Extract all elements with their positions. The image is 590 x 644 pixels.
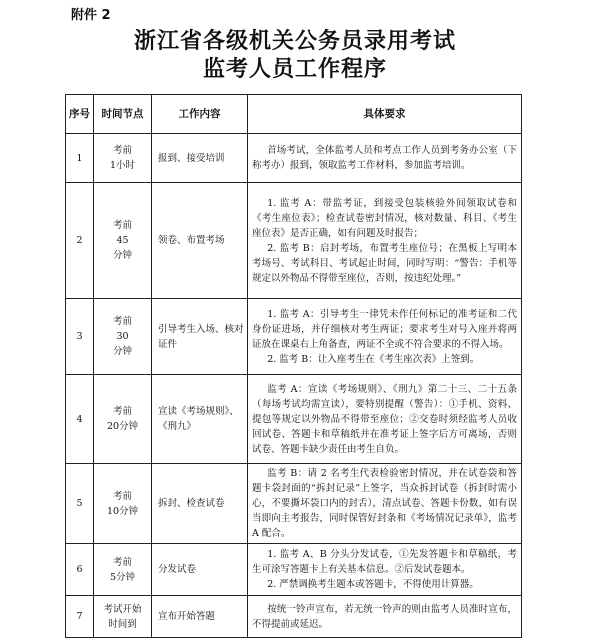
row-requirement [248, 596, 522, 638]
table-row [66, 464, 522, 544]
row-requirement [248, 299, 522, 375]
row-time: 考前 5分钟 [94, 544, 152, 596]
row-content: 领卷、布置考场 [152, 183, 248, 299]
requirement-paragraph: 首场考试，全体监考人员和考点工作人员到考务办公室（下称考办）报到，领取监考工作材料，参加监考培训。 [252, 145, 517, 171]
row-time: 考前 30 分钟 [94, 299, 152, 375]
table-row [66, 596, 522, 638]
table-row [66, 375, 522, 464]
requirement-paragraph: 1. 监考 A：引导考生一律凭未作任何标记的准考证和二代身份证进场，并仔细核对考生两证；要求考生对号入座并将两证放在课桌右上角备查，两证不全或不符合要求的不得入场。 [252, 308, 517, 350]
row-seq: 4 [66, 375, 94, 464]
row-content: 引导考生入场、核对证件 [152, 299, 248, 375]
row-seq: 7 [66, 596, 94, 638]
document-title: 浙江省各级机关公务员录用考试 [133, 29, 456, 54]
row-seq: 1 [66, 134, 94, 183]
row-time: 考前 1小时 [94, 134, 152, 183]
row-time: 考前 20分钟 [94, 375, 152, 464]
row-content: 分发试卷 [152, 544, 248, 596]
table-row [66, 299, 522, 375]
requirement-paragraph: 2. 监考 B：启封考场，布置考生座位号；在黑板上写明本考场号、考试科目、考试起止时间，同时写明：“警告：手机等规定以外物品不得带至座位，否则，按违纪处理。” [252, 242, 517, 284]
row-requirement [248, 183, 522, 299]
requirement-paragraph: 按统一铃声宣布，若无统一铃声的则由监考人员准时宣布，不得提前或延迟。 [252, 603, 517, 630]
table-row [66, 134, 522, 183]
table-row [66, 183, 522, 299]
table-row [66, 544, 522, 596]
row-time: 考前 45 分钟 [94, 183, 152, 299]
requirement-paragraph: 监考 B：请 2 名考生代表检验密封情况，并在试卷袋和答题卡袋封面的“拆封记录”上签字，当众拆封试卷（拆封时需小心，不要撕坏袋口内的封舌），清点试卷、答题卡份数，如有误当即向主考报告，同时保管好封条和《考场情况记录单》，监考 A 配合。 [252, 468, 517, 539]
requirement-paragraph: 监考 A：宣读《考场规则》、《刑九》第二十三、二十五条（每场考试均需宣读），要特别提醒（警告）：①手机、资料、提包等规定以外物品不得带至座位；②交卷时须经监考人员收回试卷、答题卡和草稿纸并在准考证上签字后方可离场，否则试卷、答题卡缺少责任由考生自负。 [252, 383, 517, 455]
row-seq: 5 [66, 464, 94, 544]
header-requirement: 具体要求 [248, 95, 522, 134]
header-time: 时间节点 [94, 95, 152, 134]
row-requirement [248, 134, 522, 183]
requirement-paragraph: 2. 监考 B：让入座考生在《考生座次表》上签到。 [267, 353, 480, 365]
row-content: 报到、接受培训 [152, 134, 248, 183]
requirement-paragraph: 1. 监考 A、B 分头分发试卷，①先发答题卡和草稿纸，考生可涂写答题卡上有关基本信息。②后发试卷题本。 [252, 549, 517, 575]
requirement-paragraph: 1. 监考 A：带监考证，到接受包装核验外间领取试卷和《考生座位表》；检查试卷密封情况，核对数量、科目、《考生座位表》是否正确，如有问题及时报告； [252, 197, 517, 239]
row-requirement [248, 464, 522, 544]
row-content: 拆封、检查试卷 [152, 464, 248, 544]
row-requirement [248, 375, 522, 464]
row-seq: 6 [66, 544, 94, 596]
row-seq: 2 [66, 183, 94, 299]
header-content: 工作内容 [152, 95, 248, 134]
row-seq: 3 [66, 299, 94, 375]
row-content: 宣布开始答题 [152, 596, 248, 638]
row-time: 考前 10分钟 [94, 464, 152, 544]
attachment-label: 附件 2 [71, 8, 111, 23]
requirement-paragraph: 2. 严禁调换考生题本或答题卡，不得使用计算器。 [267, 579, 479, 590]
row-time: 考试开始 时间到 [94, 596, 152, 638]
procedure-table [65, 94, 522, 638]
row-requirement [248, 544, 522, 596]
table-header-row [66, 95, 522, 134]
header-seq: 序号 [66, 95, 94, 134]
document-subtitle: 监考人员工作程序 [202, 57, 387, 82]
row-content: 宣读《考场规则》、《刑九》 [152, 375, 248, 464]
